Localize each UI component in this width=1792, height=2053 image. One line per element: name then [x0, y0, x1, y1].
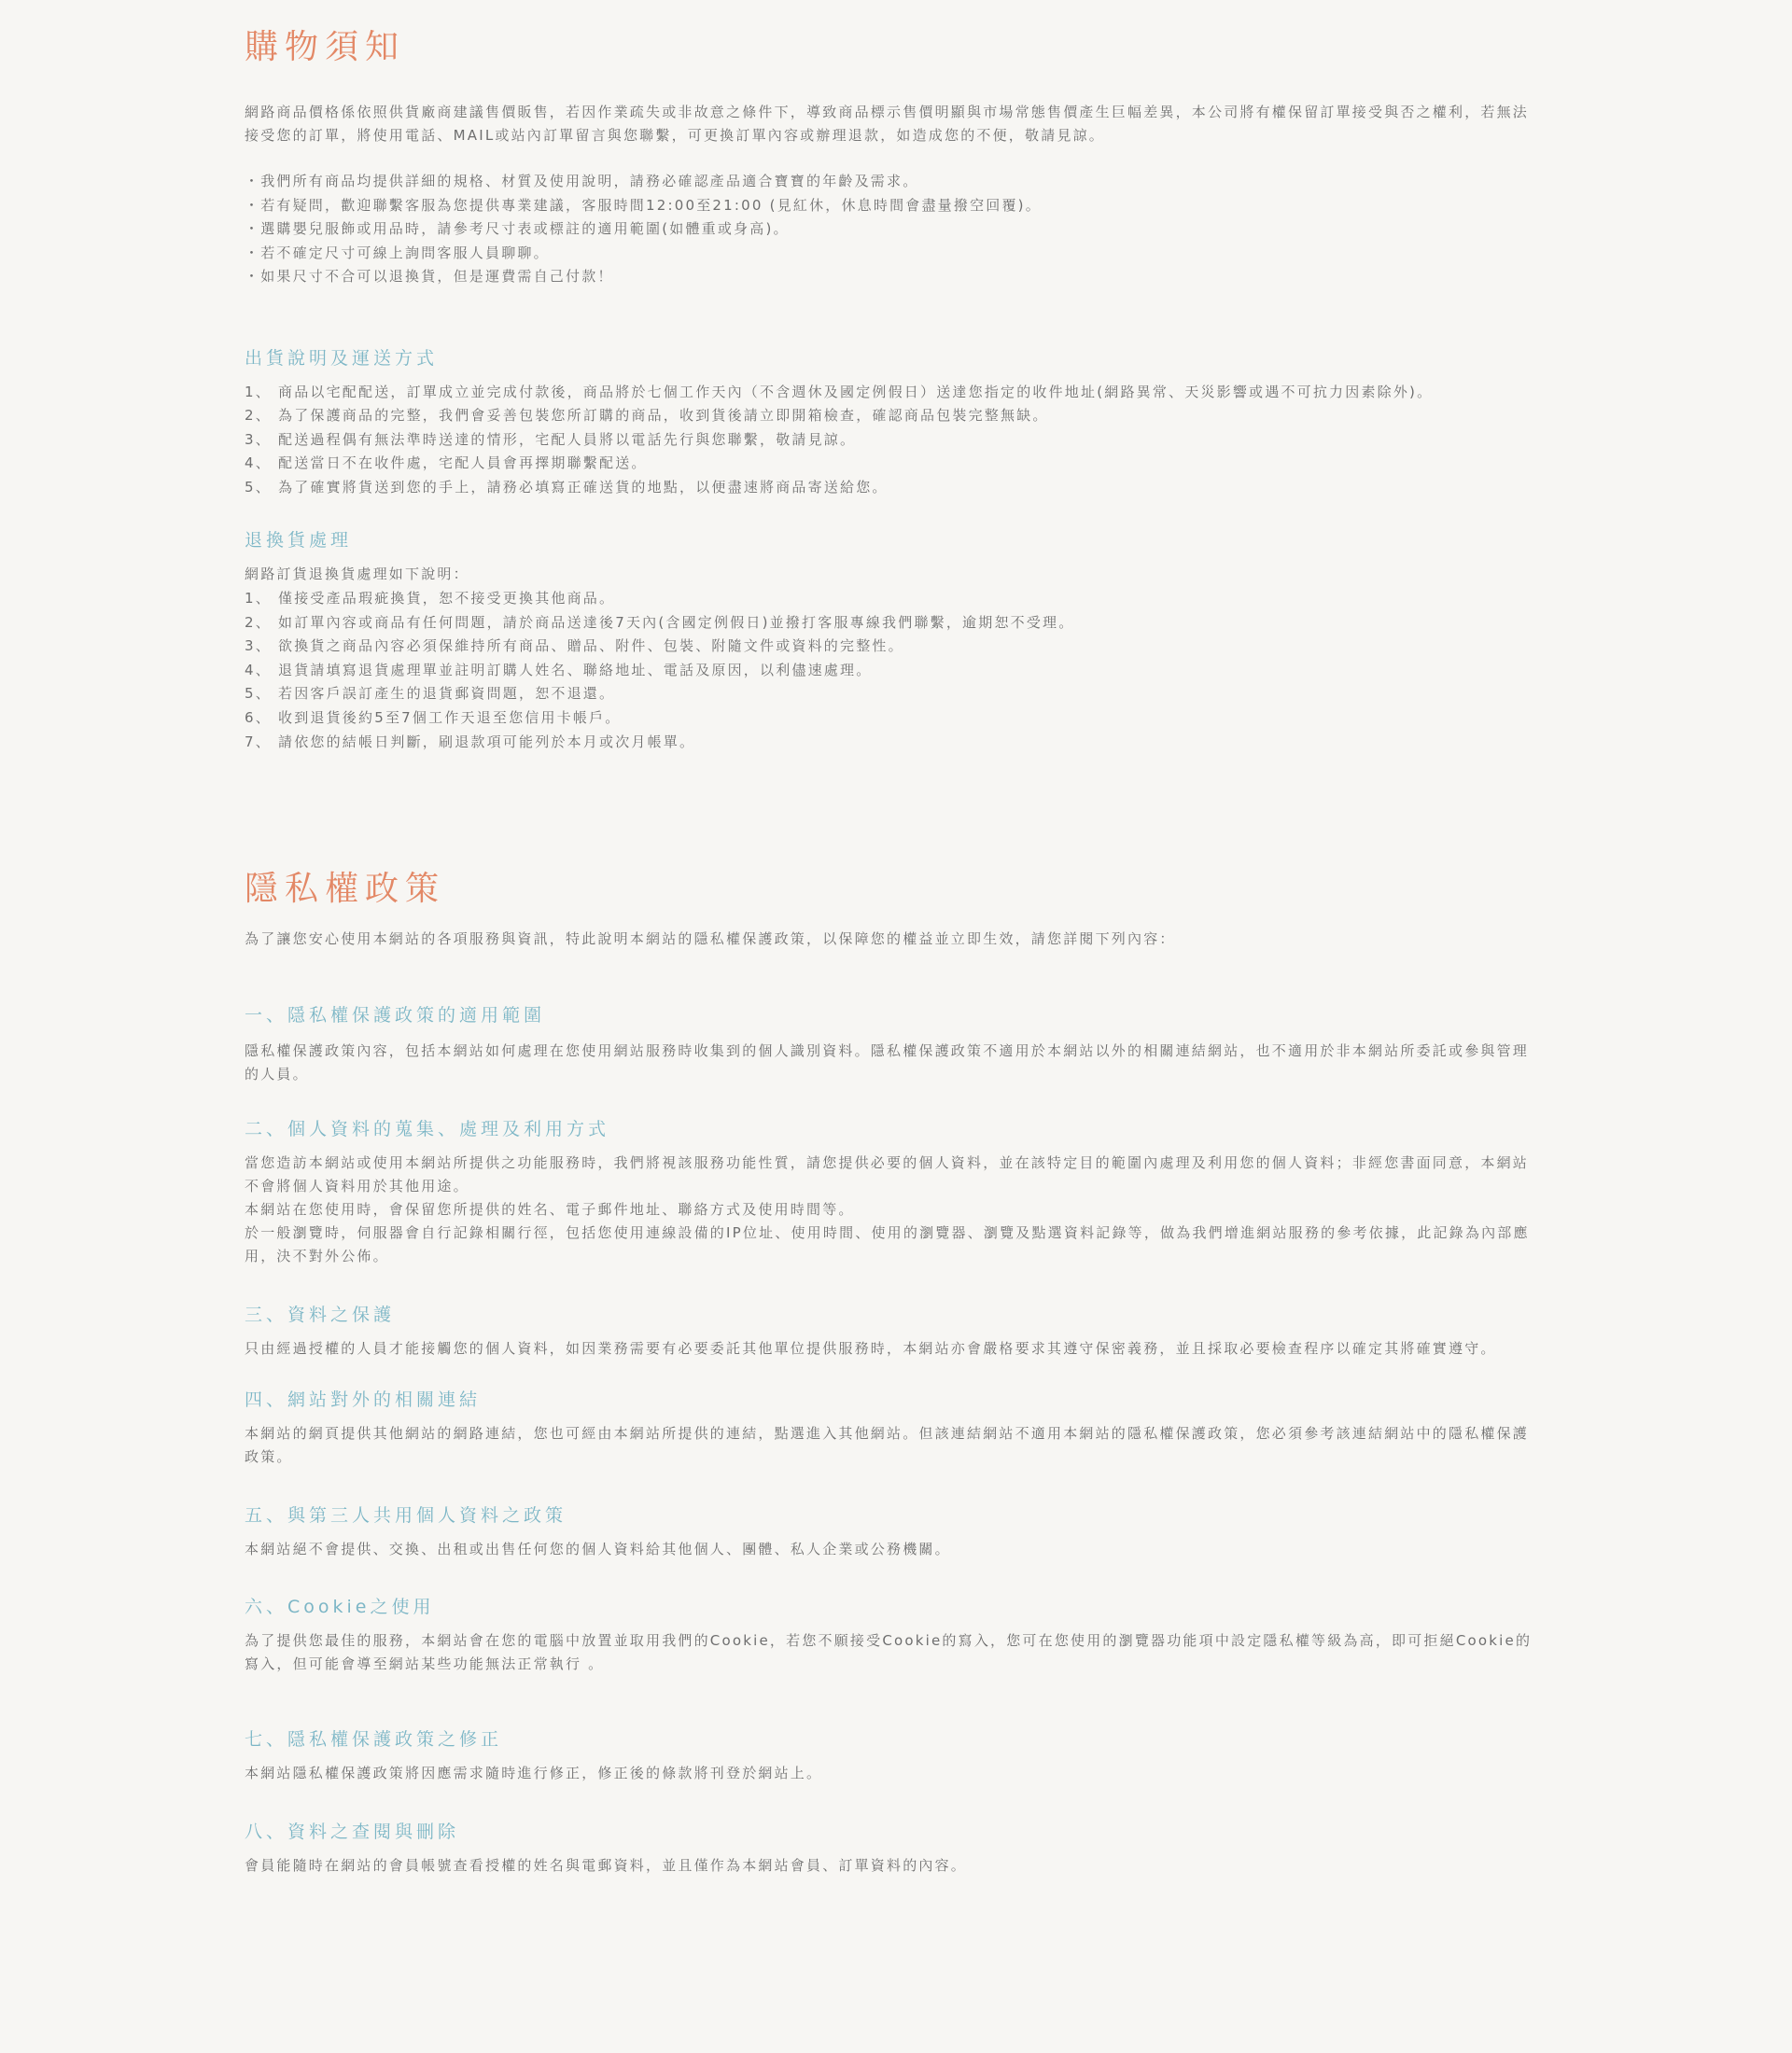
privacy-section-2-text: 本網站在您使用時，會保留您所提供的姓名、電子郵件地址、聯絡方式及使用時間等。: [245, 1200, 855, 1218]
privacy-section-2-text: 於一般瀏覽時，伺服器會自行記錄相關行徑，包括您使用連線設備的IP位址、使用時間、使用的瀏覽器、瀏覽及點選資料記錄等，做為我們增進網站服務的參考依據，此記錄為內部應用，決不對外公佈。: [245, 1224, 1530, 1265]
shopping-notice-section: [245, 26, 1542, 754]
privacy-section-2-text: 當您造訪本網站或使用本網站所提供之功能服務時，我們將視該服務功能性質，請您提供必要的個人資料，並在該特定目的範圍內處理及利用您的個人資料；非經您書面同意，本網站不會將個人資料用於其他用途。: [245, 1153, 1530, 1194]
shopping-intro-paragraph: 網路商品價格係依照供貨廠商建議售價販售，若因作業疏失或非故意之條件下，導致商品標示售價明顯與市場常態售價產生巨幅差異，本公司將有權保留訂單接受與否之權利，若無法接受您的訂單，將使用電話、MAIL或站內訂單留言與您聯繫，可更換訂單內容或辦理退款，如造成您的不便，敬請見諒。: [245, 104, 1530, 144]
shipping-list: [245, 381, 1542, 499]
privacy-section-7-heading: 七、隱私權保護政策之修正: [245, 1728, 503, 1750]
list-item: 3、 配送過程偶有無法準時送達的情形，宅配人員將以電話先行與您聯繫，敬請見諒。: [245, 430, 857, 448]
list-item: 5、 為了確實將貨送到您的手上，請務必填寫正確送貨的地點，以便盡速將商品寄送給您。: [245, 478, 889, 496]
list-item: 2、 為了保護商品的完整，我們會妥善包裝您所訂購的商品，收到貨後請立即開箱檢查，確認商品包裝完整無缺。: [245, 406, 1049, 424]
returns-heading: 退換貨處理: [245, 530, 353, 552]
shopping-notice-title: 購物須知: [245, 28, 406, 66]
privacy-section-4-heading: 四、網站對外的相關連結: [245, 1390, 482, 1411]
list-item: 2、 如訂單內容或商品有任何問題，請於商品送達後7天內(含國定例假日)並撥打客服專線我們聯繫，逾期恕不受理。: [245, 613, 1075, 631]
privacy-intro: 為了讓您安心使用本網站的各項服務與資訊，特此說明本網站的隱私權保護政策，以保障您的權益並立即生效，請您詳閱下列內容：: [245, 930, 1176, 948]
list-item: 6、 收到退貨後約5至7個工作天退至您信用卡帳戶。: [245, 708, 622, 726]
privacy-section-6-text: 為了提供您最佳的服務，本網站會在您的電腦中放置並取用我們的Cookie，若您不願接受Cookie的寫入，您可在您使用的瀏覽器功能項中設定隱私權等級為高，即可拒絕Cookie的寫入，但可能會導至網站某些功能無法正常執行 。: [245, 1631, 1533, 1672]
list-item: 3、 欲換貨之商品內容必須保維持所有商品、贈品、附件、包裝、附隨文件或資料的完整性。: [245, 637, 904, 655]
privacy-section-1-text: 隱私權保護政策內容，包括本網站如何處理在您使用網站服務時收集到的個人識別資料。隱私權保護政策不適用於本網站以外的相關連結網站，也不適用於非本網站所委託或參與管理的人員。: [245, 1041, 1530, 1082]
privacy-policy-title: 隱私權政策: [245, 870, 446, 909]
privacy-section-5-heading: 五、與第三人共用個人資料之政策: [245, 1505, 567, 1527]
list-item: 4、 配送當日不在收件處，宅配人員會再擇期聯繫配送。: [245, 454, 648, 472]
shopping-bullet-list: [245, 170, 1542, 289]
privacy-section-4-text: 本網站的網頁提供其他網站的網路連結，您也可經由本網站所提供的連結，點選進入其他網站。但該連結網站不適用本網站的隱私權保護政策，您必須參考該連結網站中的隱私權保護政策。: [245, 1425, 1530, 1466]
list-item: 1、 商品以宅配配送，訂單成立並完成付款後，商品將於七個工作天內（不含週休及國定例假日）送達您指定的收件地址(網路異常、天災影響或遇不可抗力因素除外)。: [245, 383, 1434, 400]
privacy-section-8-heading: 八、資料之查閱與刪除: [245, 1822, 460, 1843]
privacy-section-1-heading: 一、隱私權保護政策的適用範圍: [245, 1004, 546, 1026]
privacy-section-5-text: 本網站絕不會提供、交換、出租或出售任何您的個人資料給其他個人、團體、私人企業或公務機關。: [245, 1541, 951, 1558]
list-item: ・如果尺寸不合可以退換貨，但是運費需自己付款！: [245, 268, 614, 286]
privacy-section-3-text: 只由經過授權的人員才能接觸您的個人資料，如因業務需要有必要委託其他單位提供服務時，本網站亦會嚴格要求其遵守保密義務，並且採取必要檢查程序以確定其將確實遵守。: [245, 1340, 1497, 1358]
returns-lead: 網路訂貨退換貨處理如下說明：: [245, 566, 469, 583]
privacy-section-7-text: 本網站隱私權保護政策將因應需求隨時進行修正，修正後的條款將刊登於網站上。: [245, 1764, 823, 1781]
list-item: 7、 請依您的結帳日判斷，刷退款項可能列於本月或次月帳單。: [245, 733, 696, 750]
privacy-section-6-heading: 六、Cookie之使用: [245, 1596, 435, 1617]
shipping-heading: 出貨說明及運送方式: [245, 347, 439, 369]
privacy-section-3-heading: 三、資料之保護: [245, 1305, 396, 1326]
returns-list: [245, 587, 1542, 754]
list-item: ・我們所有商品均提供詳細的規格、材質及使用說明，請務必確認產品適合寶寶的年齡及需求。: [245, 173, 919, 189]
list-item: ・選購嬰兒服飾或用品時，請參考尺寸表或標註的適用範圍(如體重或身高)。: [245, 220, 790, 238]
list-item: 5、 若因客戶誤訂產生的退貨郵資問題，恕不退還。: [245, 685, 616, 703]
list-item: ・若有疑問，歡迎聯繫客服為您提供專業建議，客服時間12:00至21:00 (見紅休，休息時間會盡量撥空回覆)。: [245, 196, 1042, 214]
list-item: 1、 僅接受產品瑕疵換貨，恕不接受更換其他商品。: [245, 589, 616, 607]
list-item: 4、 退貨請填寫退貨處理單並註明訂購人姓名、聯絡地址、電話及原因，以利儘速處理。: [245, 661, 873, 678]
page-content: [245, 0, 1542, 1878]
privacy-section-8-text: 會員能隨時在網站的會員帳號查看授權的姓名與電郵資料，並且僅作為本網站會員、訂單資料的內容。: [245, 1857, 968, 1875]
privacy-policy-section: [245, 868, 1542, 1878]
list-item: ・若不確定尺寸可線上詢問客服人員聊聊。: [245, 244, 550, 261]
privacy-section-2-heading: 二、個人資料的蒐集、處理及利用方式: [245, 1118, 610, 1139]
